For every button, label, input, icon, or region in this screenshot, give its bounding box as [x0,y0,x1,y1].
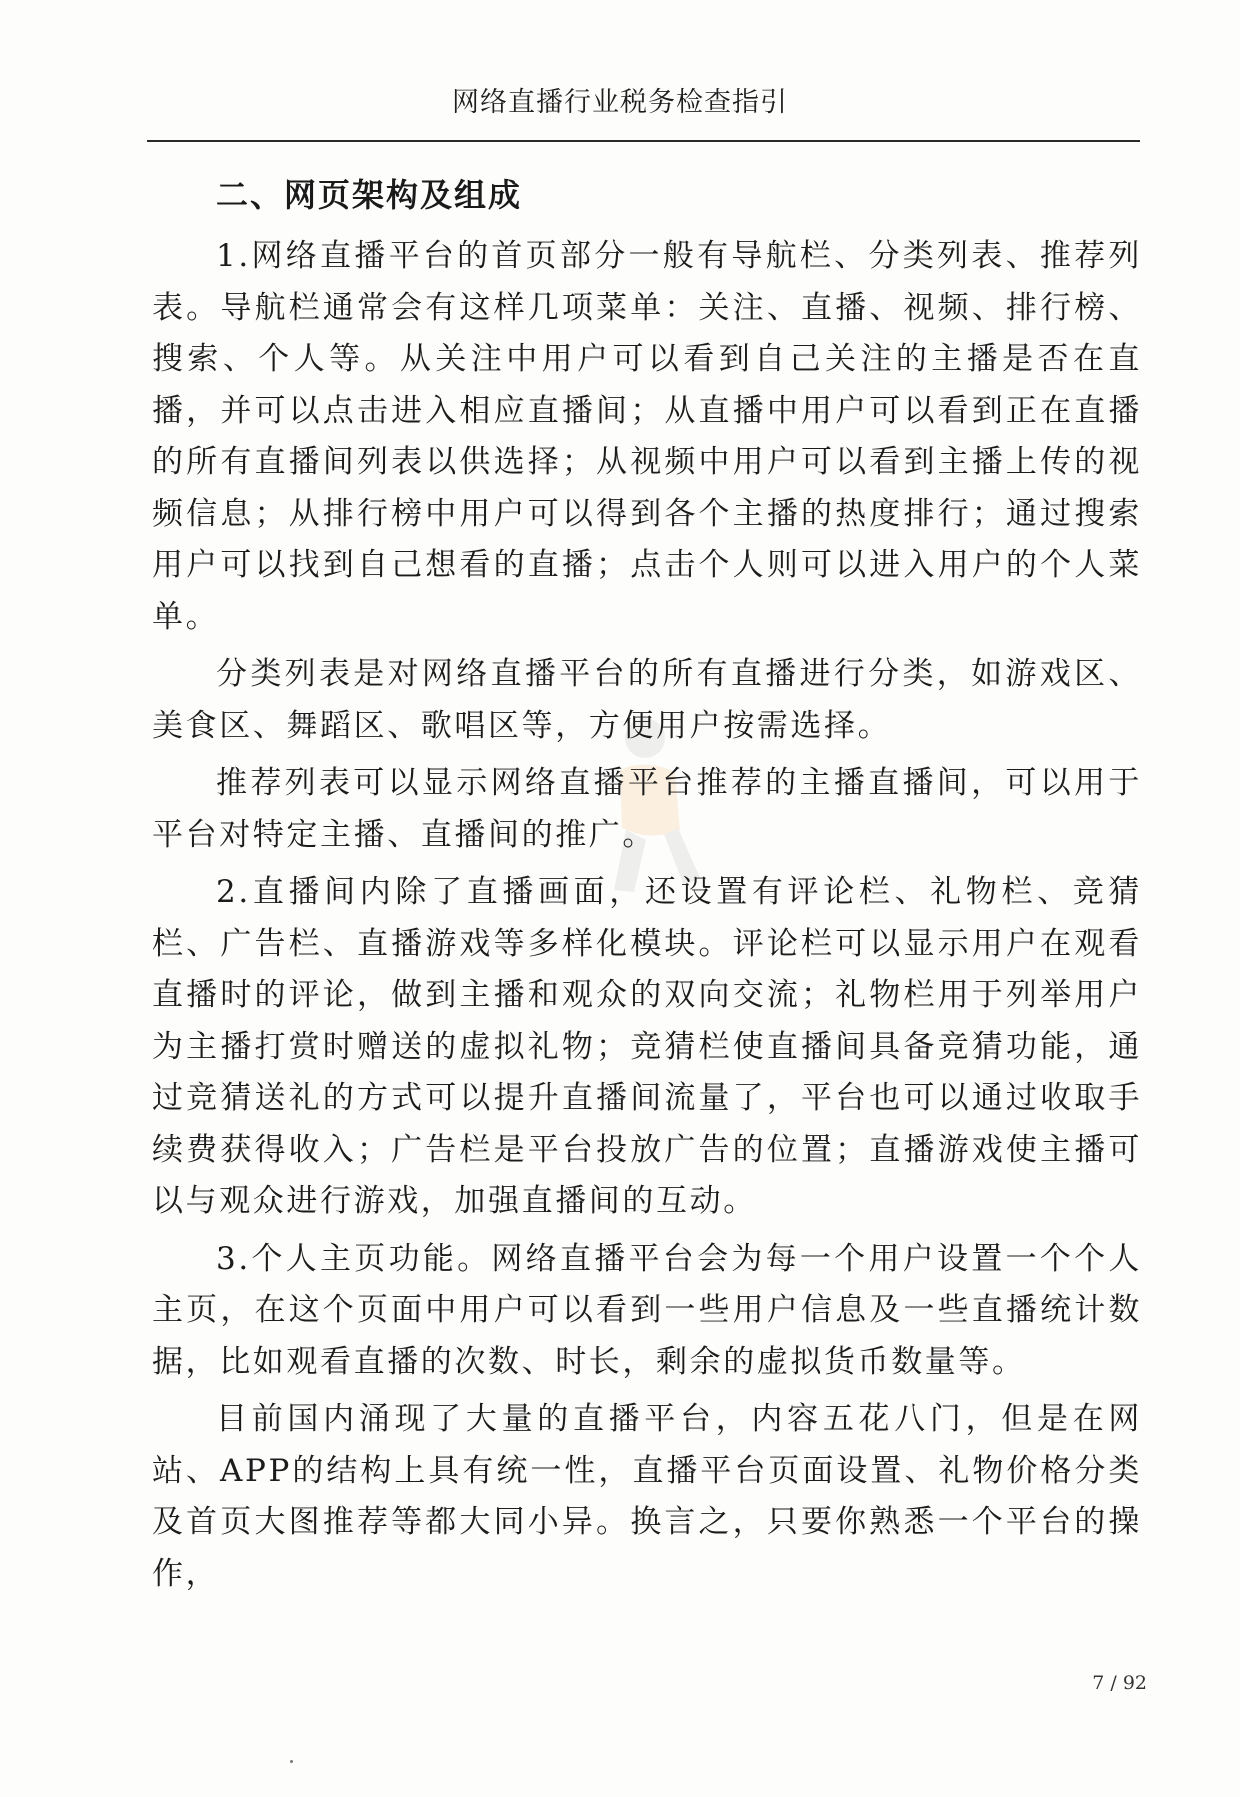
paragraph-homepage-structure: 1.网络直播平台的首页部分一般有导航栏、分类列表、推荐列表。导航栏通常会有这样几项菜单：关注、直播、视频、排行榜、搜索、个人等。从关注中用户可以看到自己关注的主播是否在直播，并可以点击进入相应直播间；从直播中用户可以看到正在直播的所有直播间列表以供选择；从视频中用户可以看到主播上传的视频信息；从排行榜中用户可以得到各个主播的热度排行；通过搜索用户可以找到自己想看的直播；点击个人则可以进入用户的个人菜单。 [152,238,1142,635]
paragraph-live-room-modules: 2.直播间内除了直播画面，还设置有评论栏、礼物栏、竞猜栏、广告栏、直播游戏等多样化模块。评论栏可以显示用户在观看直播时的评论，做到主播和观众的双向交流；礼物栏用于列举用户为主播打赏时赠送的虚拟礼物；竞猜栏使直播间具备竞猜功能，通过竞猜送礼的方式可以提升直播间流量了，平台也可以通过收取手续费获得收入；广告栏是平台投放广告的位置；直播游戏使主播可以与观众进行游戏，加强直播间的互动。 [152,874,1142,1219]
header-rule [147,140,1140,142]
page-number: 7 / 92 [1092,1672,1147,1694]
paragraph-category-list: 分类列表是对网络直播平台的所有直播进行分类，如游戏区、美食区、舞蹈区、歌唱区等，方便用户按需选择。 [152,656,1142,744]
paragraph-personal-homepage: 3.个人主页功能。网络直播平台会为每一个用户设置一个个人主页，在这个页面中用户可以看到一些用户信息及一些直播统计数据，比如观看直播的次数、时长，剩余的虚拟货币数量等。 [152,1240,1142,1380]
paragraph-platform-uniformity: 目前国内涌现了大量的直播平台，内容五花八门，但是在网站、APP的结构上具有统一性，直播平台页面设置、礼物价格分类及首页大图推荐等都大同小异。换言之，只要你熟悉一个平台的操作， [152,1401,1142,1592]
body-content [152,168,1142,1606]
section-heading: 二、网页架构及组成 [216,176,523,214]
running-header: 网络直播行业税务检查指引 [452,87,788,118]
scan-speck [290,1760,293,1763]
paragraph-recommend-list: 推荐列表可以显示网络直播平台推荐的主播直播间，可以用于平台对特定主播、直播间的推广。 [152,765,1142,853]
